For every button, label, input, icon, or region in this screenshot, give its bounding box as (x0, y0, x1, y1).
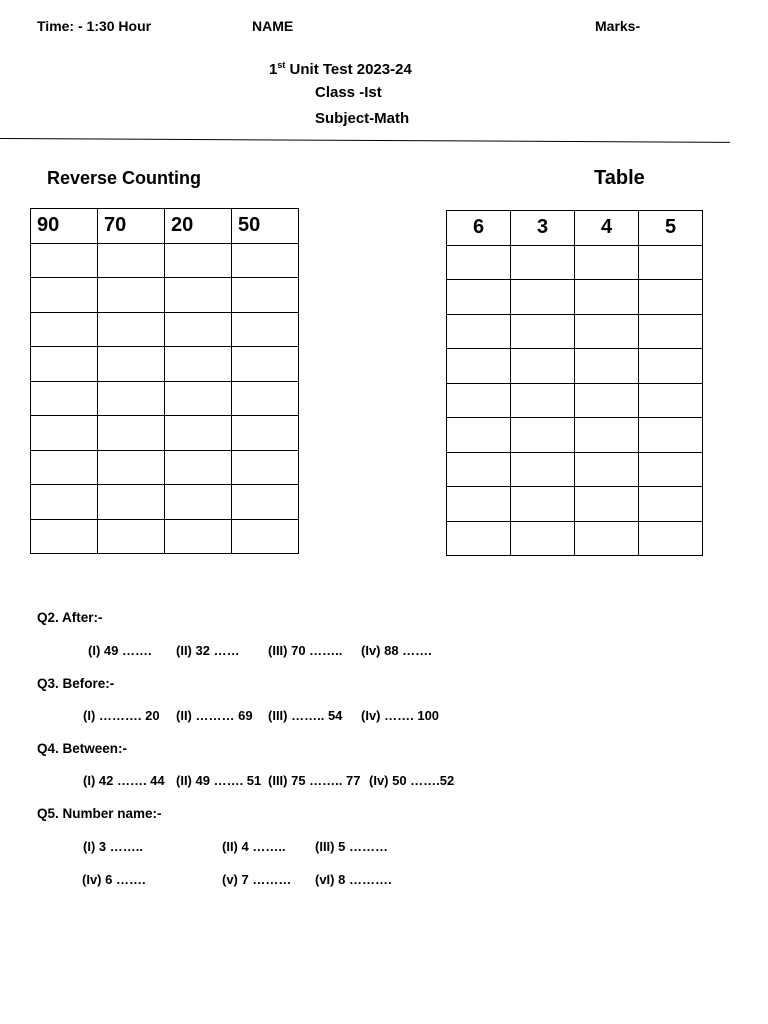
grid-row (31, 485, 299, 520)
grid-row (31, 450, 299, 485)
answer-cell[interactable] (165, 347, 232, 382)
answer-cell[interactable] (575, 314, 639, 349)
answer-cell[interactable] (165, 381, 232, 416)
answer-cell[interactable] (511, 487, 575, 522)
answer-cell[interactable] (165, 243, 232, 278)
grid-row (31, 312, 299, 347)
grid-row (447, 521, 703, 556)
answer-cell[interactable] (639, 314, 703, 349)
reverse-counting-grid (30, 208, 299, 554)
grid-row (447, 314, 703, 349)
answer-cell[interactable] (232, 243, 299, 278)
answer-cell[interactable] (639, 452, 703, 487)
q4-item: (III) 75 …….. 77 (268, 773, 361, 788)
subject-label: Subject-Math (315, 110, 410, 127)
answer-cell[interactable] (639, 487, 703, 522)
name-label: NAME (252, 18, 294, 34)
grid-row (447, 349, 703, 384)
header-divider (0, 138, 730, 143)
answer-cell[interactable] (232, 312, 299, 347)
q3-item: (Iv) ……. 100 (361, 708, 440, 723)
answer-cell[interactable] (31, 416, 98, 451)
grid-header-cell: 3 (511, 211, 575, 246)
answer-cell[interactable] (511, 314, 575, 349)
q3-label: Q3. Before:- (37, 676, 115, 691)
grid-row (447, 452, 703, 487)
answer-cell[interactable] (575, 245, 639, 280)
answer-cell[interactable] (165, 278, 232, 313)
grid-row (31, 519, 299, 554)
answer-cell[interactable] (31, 519, 98, 554)
q5-item: (Iv) 6 ……. (82, 872, 146, 887)
q3-item: (II) ……… 69 (176, 708, 253, 723)
q5-item: (III) 5 ……… (315, 839, 388, 854)
answer-cell[interactable] (31, 347, 98, 382)
marks-label: Marks- (595, 18, 641, 34)
answer-cell[interactable] (447, 383, 511, 418)
answer-cell[interactable] (447, 487, 511, 522)
grid-header-row (447, 211, 703, 246)
answer-cell[interactable] (575, 452, 639, 487)
answer-cell[interactable] (98, 416, 165, 451)
grid-row (31, 381, 299, 416)
q3-item: (I) ………. 20 (83, 708, 160, 723)
answer-cell[interactable] (98, 243, 165, 278)
test-ordinal: st (277, 60, 286, 70)
answer-cell[interactable] (511, 349, 575, 384)
answer-cell[interactable] (639, 521, 703, 556)
answer-cell[interactable] (511, 418, 575, 453)
grid-header-cell: 90 (31, 209, 98, 244)
answer-cell[interactable] (511, 383, 575, 418)
answer-cell[interactable] (511, 452, 575, 487)
grid-row (447, 280, 703, 315)
class-label: Class -Ist (315, 84, 382, 101)
grid-header-cell: 6 (447, 211, 511, 246)
table-grid (446, 210, 703, 556)
answer-cell[interactable] (639, 349, 703, 384)
grid-header-row (31, 209, 299, 244)
answer-cell[interactable] (639, 383, 703, 418)
answer-cell[interactable] (639, 280, 703, 315)
q2-item: (Iv) 88 ……. (361, 643, 432, 658)
answer-cell[interactable] (447, 314, 511, 349)
test-name: Unit Test 2023-24 (285, 61, 412, 78)
answer-cell[interactable] (98, 312, 165, 347)
answer-cell[interactable] (511, 280, 575, 315)
grid-header-cell: 5 (639, 211, 703, 246)
answer-cell[interactable] (447, 349, 511, 384)
q3-item: (III) …….. 54 (268, 708, 343, 723)
answer-cell[interactable] (165, 519, 232, 554)
answer-cell[interactable] (447, 452, 511, 487)
q5-item: (II) 4 …….. (222, 839, 286, 854)
answer-cell[interactable] (232, 381, 299, 416)
q5-label: Q5. Number name:- (37, 806, 162, 821)
answer-cell[interactable] (31, 278, 98, 313)
q5-item: (v) 7 ……… (222, 872, 292, 887)
answer-cell[interactable] (447, 418, 511, 453)
answer-cell[interactable] (165, 312, 232, 347)
grid-row (31, 347, 299, 382)
q5-item: (I) 3 …….. (83, 839, 143, 854)
answer-cell[interactable] (232, 347, 299, 382)
answer-cell[interactable] (98, 278, 165, 313)
test-number: 1 (269, 61, 278, 78)
q2-item: (I) 49 ……. (88, 643, 152, 658)
q2-item: (III) 70 …….. (268, 643, 343, 658)
answer-cell[interactable] (447, 521, 511, 556)
answer-cell[interactable] (232, 450, 299, 485)
answer-cell[interactable] (232, 278, 299, 313)
q2-label: Q2. After:- (37, 610, 103, 625)
answer-cell[interactable] (31, 450, 98, 485)
q4-item: (Iv) 50 …….52 (369, 773, 455, 788)
answer-cell[interactable] (575, 418, 639, 453)
grid-row (31, 243, 299, 278)
test-title (269, 60, 412, 78)
answer-cell[interactable] (575, 383, 639, 418)
q5-item: (vI) 8 ………. (315, 872, 392, 887)
q4-label: Q4. Between:- (37, 741, 128, 756)
answer-cell[interactable] (511, 521, 575, 556)
answer-cell[interactable] (98, 347, 165, 382)
grid-header-cell: 70 (98, 209, 165, 244)
grid-row (447, 245, 703, 280)
answer-cell[interactable] (31, 312, 98, 347)
answer-cell[interactable] (575, 349, 639, 384)
answer-cell[interactable] (575, 487, 639, 522)
answer-cell[interactable] (639, 245, 703, 280)
grid-header-cell: 20 (165, 209, 232, 244)
grid-header-cell: 50 (232, 209, 299, 244)
answer-cell[interactable] (31, 485, 98, 520)
answer-cell[interactable] (232, 416, 299, 451)
answer-cell[interactable] (575, 521, 639, 556)
reverse-counting-title: Reverse Counting (47, 168, 202, 188)
answer-cell[interactable] (447, 245, 511, 280)
grid-row (31, 416, 299, 451)
answer-cell[interactable] (165, 485, 232, 520)
answer-cell[interactable] (447, 280, 511, 315)
answer-cell[interactable] (31, 381, 98, 416)
grid-row (447, 383, 703, 418)
answer-cell[interactable] (511, 245, 575, 280)
q4-item: (II) 49 ……. 51 (176, 773, 262, 788)
answer-cell[interactable] (639, 418, 703, 453)
answer-cell[interactable] (98, 450, 165, 485)
answer-cell[interactable] (232, 519, 299, 554)
answer-cell[interactable] (165, 416, 232, 451)
q4-item: (I) 42 ……. 44 (83, 773, 165, 788)
grid-row (447, 487, 703, 522)
answer-cell[interactable] (98, 485, 165, 520)
answer-cell[interactable] (575, 280, 639, 315)
time-label: Time: - 1:30 Hour (37, 18, 152, 34)
grid-row (31, 278, 299, 313)
grid-header-cell: 4 (575, 211, 639, 246)
table-title: Table (594, 167, 645, 189)
answer-cell[interactable] (165, 450, 232, 485)
answer-cell[interactable] (31, 243, 98, 278)
answer-cell[interactable] (98, 381, 165, 416)
answer-cell[interactable] (232, 485, 299, 520)
q2-item: (II) 32 …… (176, 643, 240, 658)
grid-row (447, 418, 703, 453)
answer-cell[interactable] (98, 519, 165, 554)
